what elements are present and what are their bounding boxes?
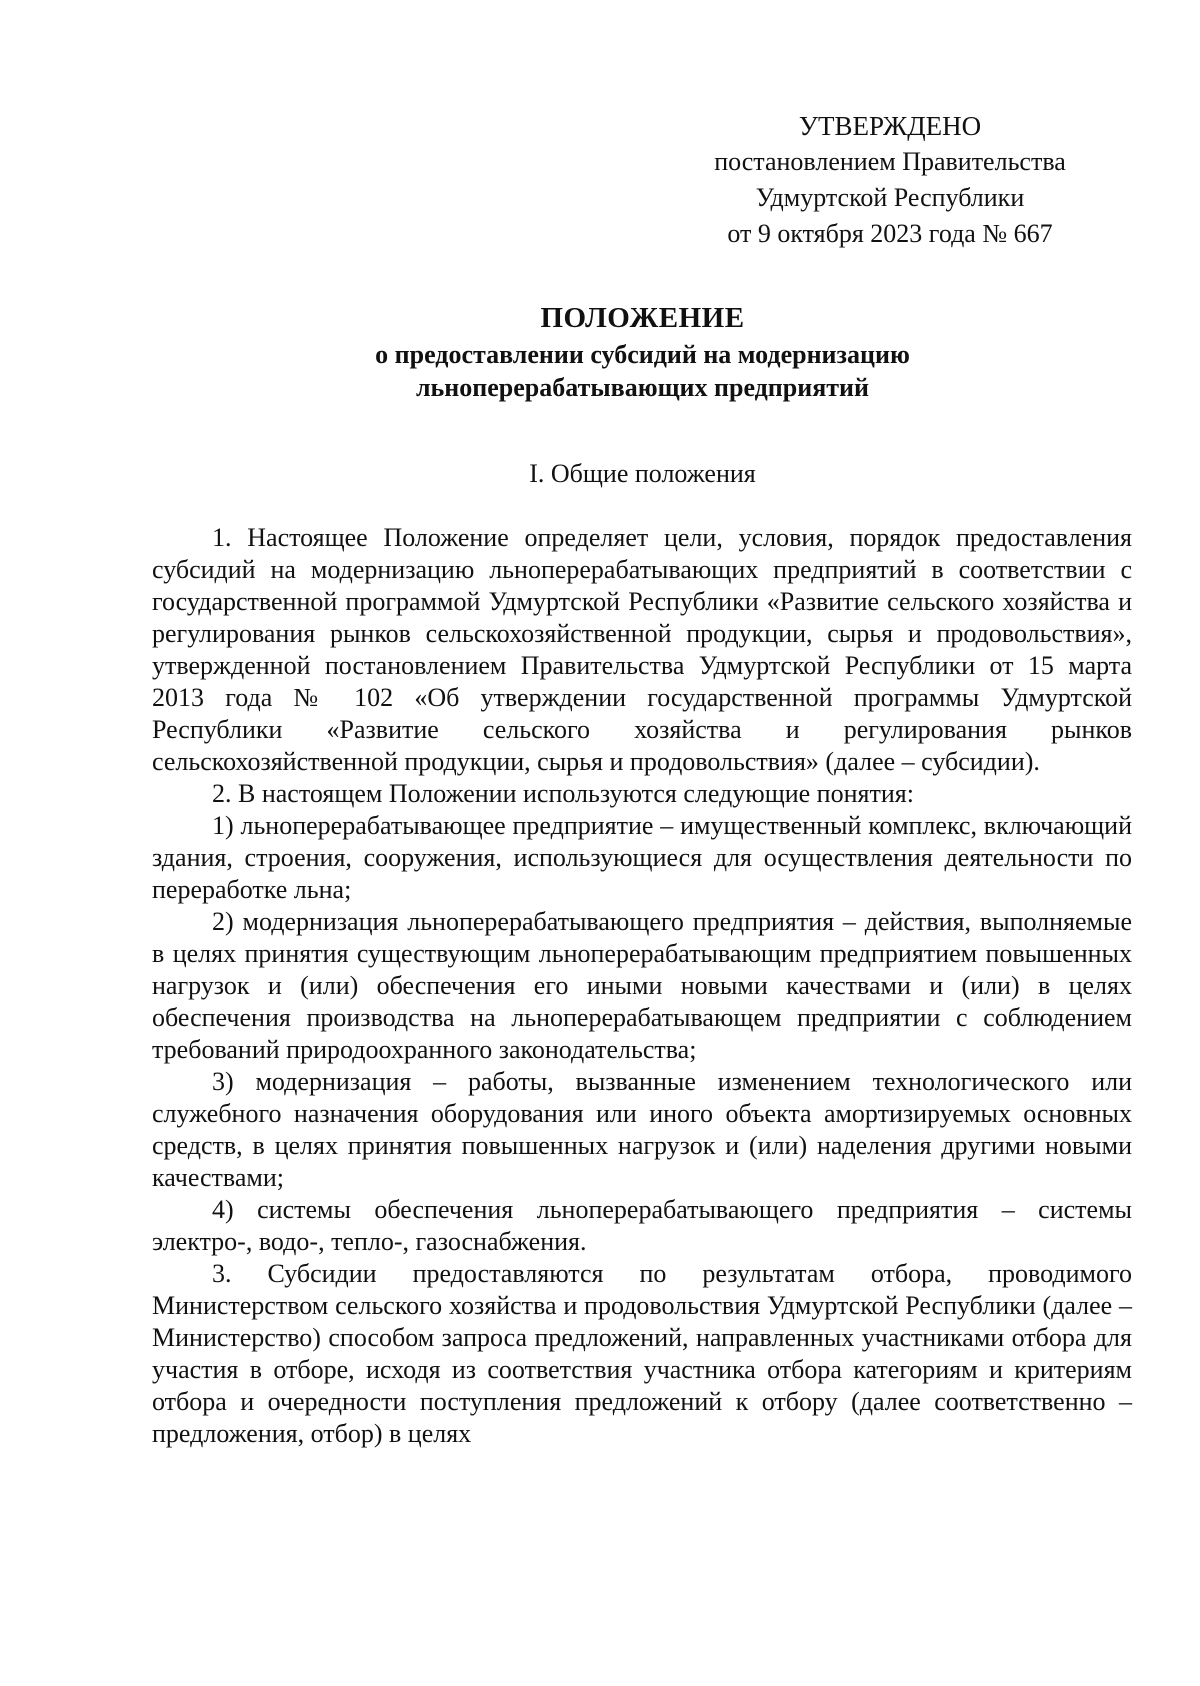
paragraph-3: 3. Субсидии предоставляются по результатам отбора, проводимого Министерством сельского хозяйства и продовольствия Удмуртской Республики (далее – Министерство) способом запроса предложений, направленных участниками отбора для участия в отборе, исходя из соответствия участника отбора категориям и критериям отбора и очередности поступления предложений к отбору (далее соответственно – предложения, отбор) в целях [152, 1259, 1132, 1448]
approval-region: Удмуртской Республики [755, 183, 1025, 212]
paragraph-2: 2. В настоящем Положении используются следующие понятия: [212, 779, 914, 808]
definition-3: 3) модернизация – работы, вызванные изменением технологического или служебного назначения оборудования или иного объекта амортизируемых основных средств, в целях принятия повышенных нагрузок и (или) наделения другими новыми качествами; [152, 1067, 1132, 1192]
definition-4: 4) системы обеспечения льноперерабатывающего предприятия – системы электро-, водо-, тепло-, газоснабжения. [152, 1195, 1132, 1256]
approval-authority: постановлением Правительства [714, 147, 1066, 176]
document-body [152, 522, 1132, 1450]
paragraph-1: 1. Настоящее Положение определяет цели, условия, порядок предоставления субсидий на модернизацию льноперерабатывающих предприятий в соответствии с государственной программой Удмуртской Республики «Развитие сельского хозяйства и регулирования рынков сельскохозяйственной продукции, сырья и продовольствия», утвержденной постановлением Правительства Удмуртской Республики от 15 марта 2013 года № 102 «Об утверждении государственной программы Удмуртской Республики «Развитие сельского хозяйства и регулирования рынков сельскохозяйственной продукции, сырья и продовольствия» (далее – субсидии). [152, 523, 1132, 776]
approval-stamp [690, 108, 1090, 252]
section-heading: I. Общие положения [529, 459, 756, 488]
document-title [150, 298, 1135, 404]
approval-date-number: от 9 октября 2023 года № 667 [727, 219, 1053, 248]
title-main: ПОЛОЖЕНИЕ [540, 302, 745, 334]
definition-2: 2) модернизация льноперерабатывающего предприятия – действия, выполняемые в целях принятия существующим льноперерабатывающим предприятием повышенных нагрузок и (или) обеспечения его иными новыми качествами и (или) в целях обеспечения производства на льноперерабатывающем предприятии с соблюдением требований природоохранного законодательства; [152, 907, 1132, 1064]
approval-status: УТВЕРЖДЕНО [798, 111, 982, 141]
title-subtitle-line-1: о предоставлении субсидий на модернизацию [375, 340, 910, 369]
definition-1: 1) льноперерабатывающее предприятие – имущественный комплекс, включающий здания, строения, сооружения, использующиеся для осуществления деятельности по переработке льна; [152, 811, 1132, 904]
title-subtitle-line-2: льноперерабатывающих предприятий [415, 373, 870, 402]
